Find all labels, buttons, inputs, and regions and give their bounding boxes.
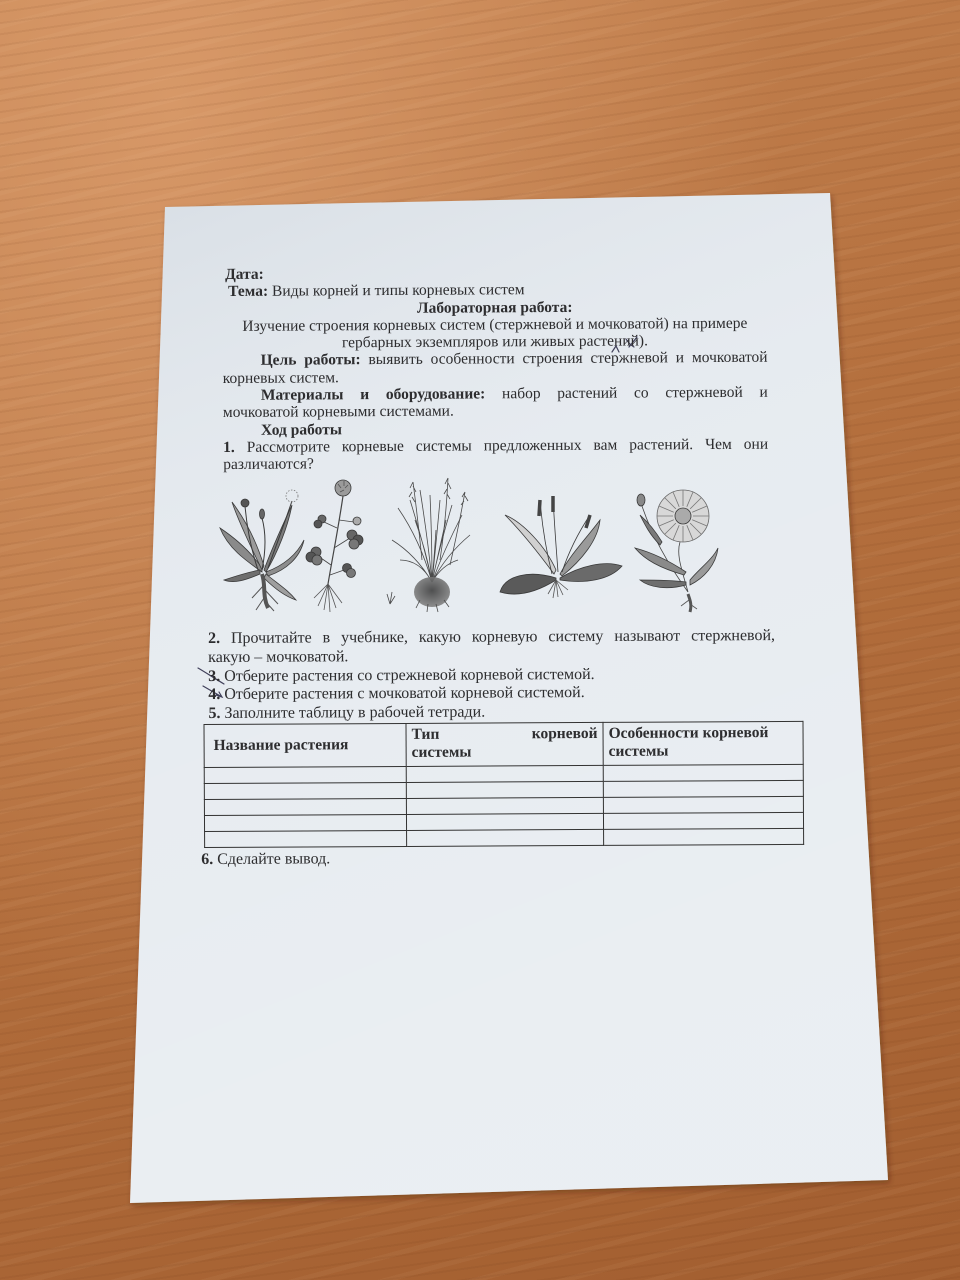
procedure-heading: Ход работы <box>260 420 342 439</box>
table-cell <box>603 796 803 813</box>
materials-label: Материалы и оборудование: <box>260 385 486 404</box>
table-cell <box>603 812 803 829</box>
table-cell <box>406 813 603 830</box>
table-cell <box>406 797 603 814</box>
topic-text: Виды корней и типы корневых систем <box>271 281 525 300</box>
table-row <box>205 828 804 847</box>
date-label: Дата: <box>224 265 264 283</box>
table-cell <box>204 782 406 799</box>
table-cell <box>204 766 406 783</box>
materials-line-2: мочковатой корневыми системами. <box>222 402 454 422</box>
step-5-number: 5. <box>208 705 221 723</box>
header-root-system-type <box>406 722 603 766</box>
step-4-number: 4. <box>208 686 221 704</box>
lab-title: Лабораторная работа: <box>416 298 573 317</box>
header-plant-name <box>204 723 406 767</box>
goal-text-1: выявить особенности строения стержневой и мочковатой <box>368 349 768 369</box>
header-root-system-features-line-2: системы <box>608 742 669 760</box>
table-cell <box>406 781 603 798</box>
table-cell <box>406 765 603 782</box>
lab-subtitle-line-1: Изучение строения корневых систем (стержневой и мочковатой) на примере <box>242 314 748 335</box>
table-cell <box>604 828 804 845</box>
table-cell <box>407 829 604 846</box>
step-1-number: 1. <box>223 438 235 456</box>
step-2-line-2: какую – мочковатой. <box>208 648 349 666</box>
goal-line-2: корневых систем. <box>222 369 339 387</box>
header-root-system-type-line-2: системы <box>411 743 472 761</box>
table-cell <box>603 780 803 797</box>
results-table-body <box>204 764 803 847</box>
results-table-head <box>204 721 803 767</box>
step-4-text: Отберите растения с мочковатой корневой системой. <box>224 684 585 704</box>
step-1-text-1: Рассмотрите корневые системы предложенных вам растений. Чем они <box>246 435 769 456</box>
header-root-system-features-line-1: Особенности корневой <box>608 724 769 742</box>
step-6-text: Сделайте вывод. <box>217 850 331 868</box>
goal-line-1 <box>223 349 768 370</box>
materials-text-1: набор растений со стержневой и <box>501 383 768 403</box>
step-6-number: 6. <box>201 850 214 869</box>
step-1-line-1 <box>223 436 768 457</box>
header-root-system-type-line-1: Тип корневой <box>411 724 598 743</box>
header-root-system-features <box>603 721 803 765</box>
table-cell <box>204 814 406 831</box>
step-2-text-1: Прочитайте в учебнике, какую корневую систему называют стержневой, <box>230 627 776 647</box>
step-2-line-1 <box>208 627 775 649</box>
topic-label: Тема: <box>228 283 269 301</box>
goal-label: Цель работы: <box>260 351 361 370</box>
results-table <box>203 721 804 848</box>
worksheet-bottom-section <box>201 627 776 870</box>
header-plant-name-text: Название растения <box>213 736 349 754</box>
step-3-number: 3. <box>208 667 221 685</box>
lab-subtitle-line-2: гербарных экземпляров или живых растений). <box>341 332 648 352</box>
worksheet-top-section <box>222 263 768 474</box>
table-cell <box>204 798 406 815</box>
table-header-row <box>204 721 803 767</box>
step-3-text: Отберите растения со стрежневой корневой системой. <box>224 665 595 685</box>
step-2-number: 2. <box>208 629 221 647</box>
table-cell <box>205 830 407 847</box>
table-cell <box>603 764 803 781</box>
step-1-line-2: различаются? <box>223 455 314 474</box>
step-5-text: Заполните таблицу в рабочей тетради. <box>224 703 486 723</box>
step-6-line <box>201 848 776 870</box>
